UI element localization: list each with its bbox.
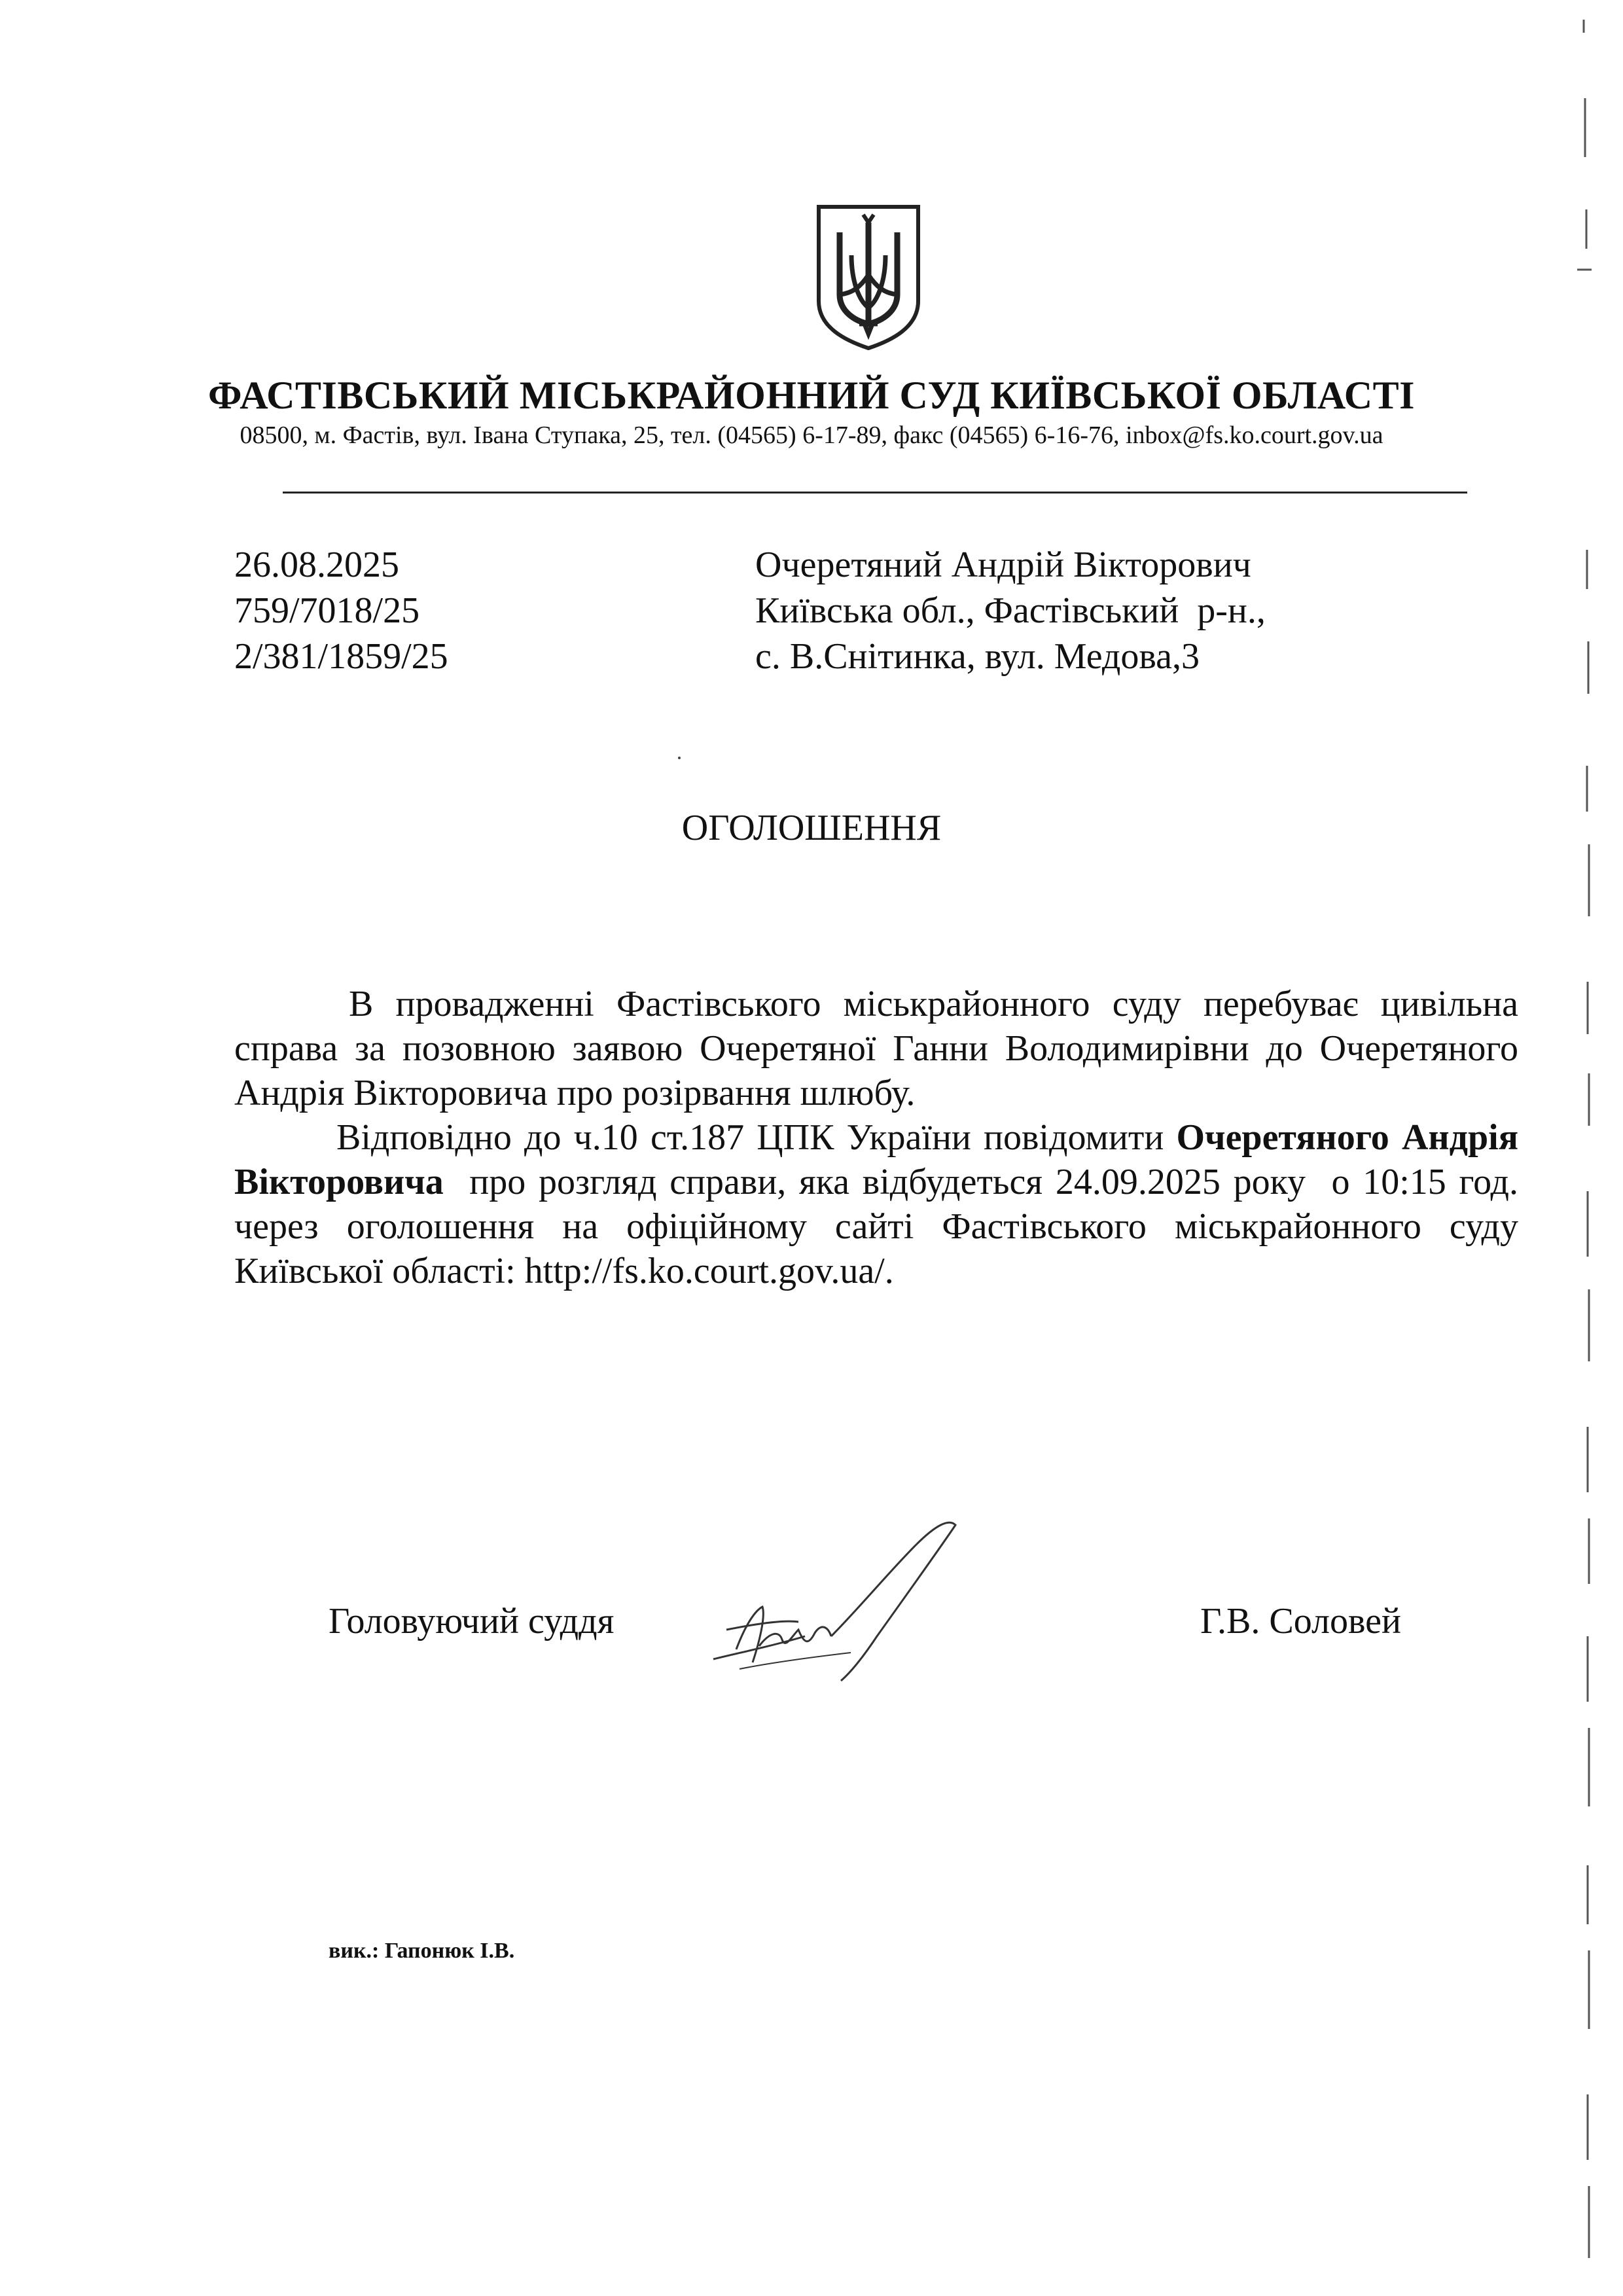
header-divider — [283, 492, 1467, 493]
defendant-name-bold: Очеретяного Андрія Вікторовича — [234, 1117, 1518, 1202]
judge-name: Г.В. Соловей — [1200, 1601, 1401, 1641]
document-date: 26.08.2025 — [234, 545, 399, 585]
coat-of-arms-icon — [813, 203, 923, 350]
proceeding-number: 2/381/1859/25 — [234, 636, 448, 677]
paragraph-2-start: Відповідно до ч.10 ст.187 ЦПК України повідомити — [336, 1117, 1177, 1158]
announcement-title: ОГОЛОШЕННЯ — [681, 808, 942, 848]
paragraph-2-end: про розгляд справи, яка відбудеться 24.09.2025 року о 10:15 год. через оголошення на офіційному сайті Фастівського міськрайонного суду Київської області: http://fs.ko.court.gov.ua/. — [234, 1162, 1527, 1291]
body-paragraph-2 — [234, 1115, 1527, 1293]
recipient-block — [755, 542, 1266, 679]
body-paragraph-1: В провадженні Фастівського міськрайонного суду перебуває цивільна справа за позовною заявою Очеретяної Ганни Володимирівни до Очеретяного Андрія Вікторовича про розірвання шлюбу. — [234, 984, 1518, 1113]
announcement-body — [234, 982, 1527, 1293]
executor-note: вик.: Гапонюк І.В. — [329, 1939, 515, 1963]
case-number: 759/7018/25 — [234, 590, 420, 631]
court-name: ФАСТІВСЬКИЙ МІСЬКРАЙОННИЙ СУД КИЇВСЬКОЇ ОБЛАСТІ — [208, 374, 1415, 417]
recipient-address-line2: с. В.Снітинка, вул. Медова,3 — [755, 636, 1200, 677]
scan-speck — [678, 757, 681, 759]
document-meta — [234, 542, 448, 679]
signature-icon — [700, 1512, 1014, 1689]
judge-role: Головуючий суддя — [329, 1601, 615, 1641]
recipient-address-line1: Київська обл., Фастівський р-н., — [755, 590, 1266, 631]
scan-edge-marks — [1558, 0, 1623, 2296]
recipient-name: Очеретяний Андрій Вікторович — [755, 545, 1251, 585]
court-address: 08500, м. Фастів, вул. Івана Ступака, 25, тел. (04565) 6-17-89, факс (04565) 6-16-76, inbox@fs.ko.court.gov.ua — [240, 422, 1383, 449]
